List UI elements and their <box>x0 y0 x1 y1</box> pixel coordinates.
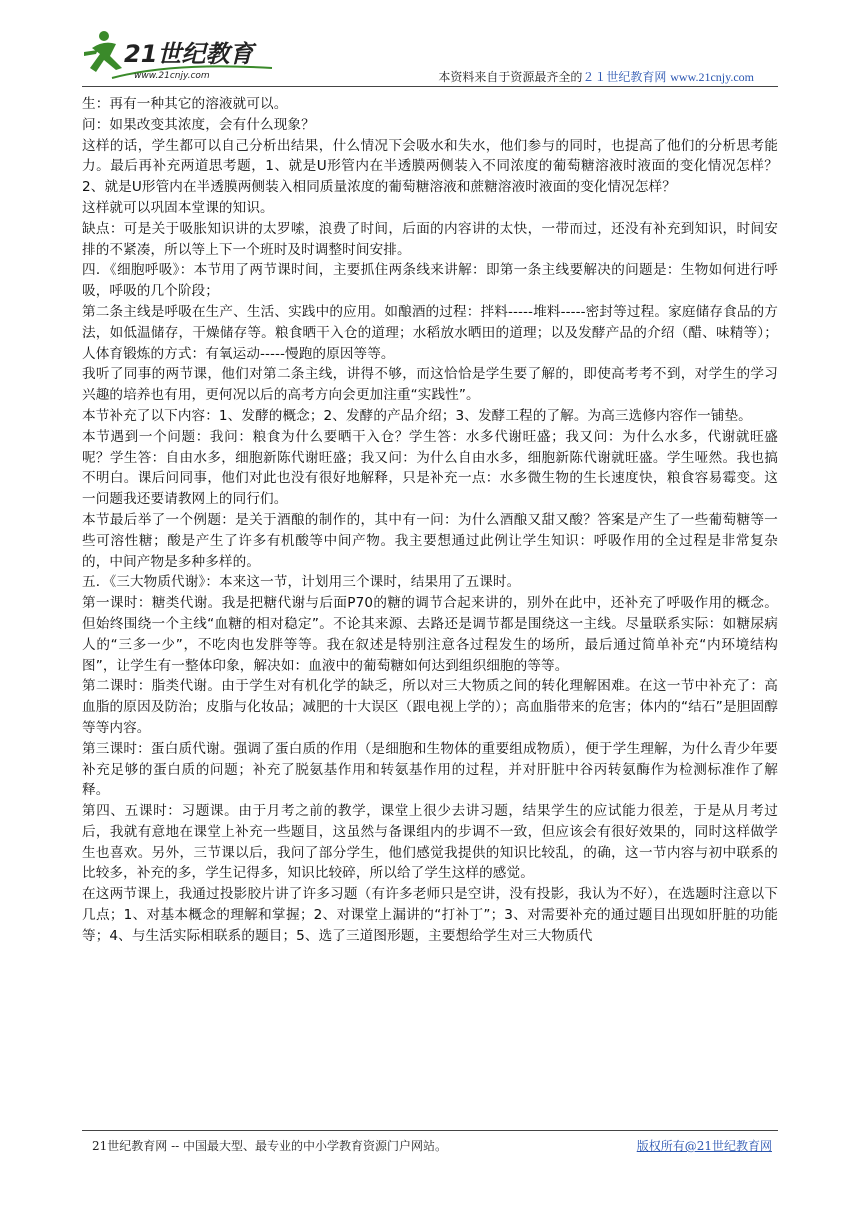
footer-copyright-link[interactable]: 版权所有@21世纪教育网 <box>636 1139 772 1153</box>
document-body <box>82 94 778 947</box>
footer-site-description: 21世纪教育网 -- 中国最大型、最专业的中小学教育资源门户网站。 <box>92 1139 448 1153</box>
header-note-site[interactable]: ２１世纪教育网 <box>582 70 667 84</box>
paragraph: 缺点：可是关于吸胀知识讲的太罗嗦，浪费了时间，后面的内容讲的太快，一带而过，还没有补充到知识，时间安排的不紧凑，所以等上下一个班时及时调整时间安排。 <box>82 220 778 258</box>
paragraph: 本节补充了以下内容：1、发酵的概念；2、发酵的产品介绍；3、发酵工程的了解。为高三选修内容作一铺垫。 <box>82 407 752 424</box>
logo-url: www.21cnjy.com <box>134 71 210 81</box>
header-note-prefix: 本资料来自于资源最齐全的 <box>438 70 583 84</box>
header-divider <box>82 86 778 87</box>
page-header <box>82 28 778 86</box>
logo-text: 21世纪教育 <box>124 40 254 68</box>
paragraph: 在这两节课上，我通过投影胶片讲了许多习题（有许多老师只是空讲，没有投影，我认为不好），在选题时注意以下几点；1、对基本概念的理解和掌握；2、对课堂上漏讲的“打补丁”；3、对需要补充的通过题目出现如肝脏的功能等；4、与生活实际相联系的题目；5、选了三道图形题，主要想给学生对三大物质代 <box>82 886 778 944</box>
paragraph: 生：再有一种其它的溶液就可以。 <box>82 96 288 112</box>
paragraph: 我听了同事的两节课，他们对第二条主线，讲得不够，而这恰恰是学生要了解的，即使高考考不到，对学生的学习兴趣的培养也有用，更何况以后的高考方向会更加注重“实践性”。 <box>82 366 778 404</box>
footer-divider <box>82 1130 778 1131</box>
header-source-note <box>438 68 754 85</box>
paragraph: 本节最后举了一个例题：是关于酒酿的制作的，其中有一问：为什么酒酿又甜又酸？答案是产生了一些葡萄糖等一些可溶性糖；酸是产生了许多有机酸等中间产物。我主要想通过此例让学生知识：呼吸作用的全过程是非常复杂的，中间产物是多种多样的。 <box>82 511 778 570</box>
paragraph: 本节遇到一个问题：我问：粮食为什么要晒干入仓？学生答：水多代谢旺盛；我又问：为什么水多，代谢就旺盛呢？学生答：自由水多，细胞新陈代谢旺盛；我又问：为什么自由水多，细胞新陈代谢就旺盛。学生哑然。我也搞不明白。课后问同事，他们对此也没有很好地解释，只是补充一点：水多微生物的生长速度快，粮食容易霉变。这一问题我还要请教网上的同行们。 <box>82 428 778 508</box>
paragraph: 这样的话，学生都可以自己分析出结果，什么情况下会吸水和失水，他们参与的同时，也提高了他们的分析思考能力。最后再补充两道思考题，1、就是U形管内在半透膜两侧装入不同浓度的葡萄糖溶液时液面的变化情况怎样？2、就是U形管内在半透膜两侧装入相同质量浓度的葡萄糖溶液和蔗糖溶液时液面的变化情况怎样？ <box>82 137 778 196</box>
paragraph: 问：如果改变其浓度，会有什么现象？ <box>82 116 315 133</box>
paragraph: 这样就可以巩固本堂课的知识。 <box>82 199 274 216</box>
paragraph: 四．《细胞呼吸》：本节用了两节课时间，主要抓住两条线来讲解：即第一条主线要解决的问题是：生物如何进行呼吸，呼吸的几个阶段； <box>82 262 778 300</box>
header-note-url[interactable]: www.21cnjy.com <box>670 70 754 84</box>
logo-icon <box>82 28 282 84</box>
paragraph: 五．《三大物质代谢》：本来这一节，计划用三个课时，结果用了五课时。 <box>82 574 521 591</box>
paragraph: 第二条主线是呼吸在生产、生活、实践中的应用。如酿酒的过程：拌料-----堆料-----密封等过程。家庭储存食品的方法，如低温储存，干燥储存等。粮食晒干入仓的道理；水稻放水晒田的道理；以及发酵产品的介绍（醋、味精等）；人体育锻炼的方式：有氧运动-----慢跑的原因等等。 <box>82 303 778 362</box>
paragraph: 第四、五课时：习题课。由于月考之前的教学，课堂上很少去讲习题，结果学生的应试能力很差，于是从月考过后，我就有意地在课堂上补充一些题目，这虽然与备课组内的步调不一致，但应该会有很好效果的，同时这样做学生也喜欢。另外，三节课以后，我问了部分学生，他们感觉我提供的知识比较乱，的确，这一节内容与初中联系的比较多，补充的多，学生记得多，知识比较碎，所以给了学生这样的感觉。 <box>82 803 778 882</box>
paragraph: 第二课时：脂类代谢。由于学生对有机化学的缺乏，所以对三大物质之间的转化理解困难。在这一节中补充了：高血脂的原因及防治；皮脂与化妆品；减肥的十大误区（跟电视上学的）；高血脂带来的危害；体内的“结石”是胆固醇等等内容。 <box>82 678 778 736</box>
paragraph: 第一课时：糖类代谢。我是把糖代谢与后面P70的糖的调节合起来讲的，别外在此中，还补充了呼吸作用的概念。但始终围绕一个主线“血糖的相对稳定”。不论其来源、去路还是调节都是围绕这一主线。尽量联系实际：如糖尿病人的“三多一少”，不吃肉也发胖等等。我在叙述是特别注意各过程发生的场所，最后通过简单补充“内环境结构图”，让学生有一整体印象，解决如：血液中的葡萄糖如何达到组织细胞的等等。 <box>82 595 778 674</box>
paragraph: 第三课时：蛋白质代谢。强调了蛋白质的作用（是细胞和生物体的重要组成物质），便于学生理解，为什么青少年要补充足够的蛋白质的问题；补充了脱氨基作用和转氨基作用的过程，并对肝脏中谷丙转氨酶作为检测标准作了解释。 <box>82 740 778 799</box>
